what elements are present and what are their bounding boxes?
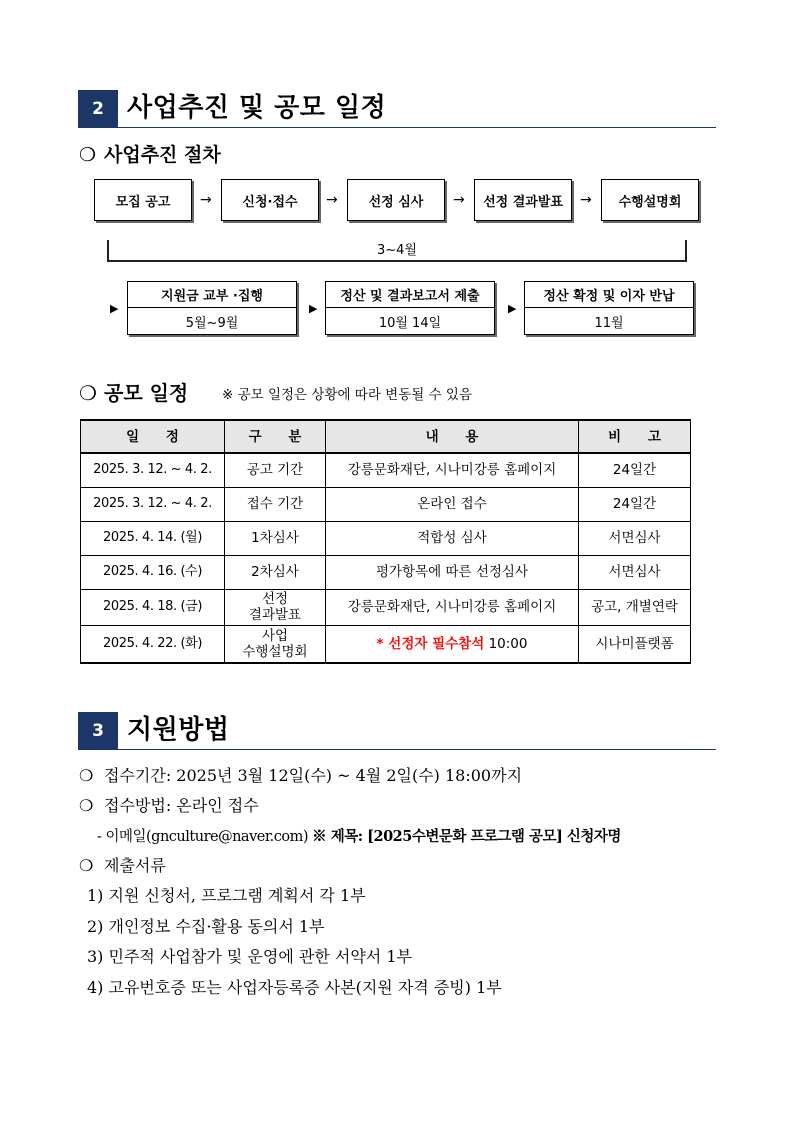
cell-remark: 서면심사 [579,521,691,555]
category-line: 접수 기간 [246,496,304,512]
triangle-right-icon: ▶ [110,302,119,315]
bracket-period-label: 3~4월 [377,243,417,258]
cell-date: 2025. 4. 22. (화) [81,625,225,663]
cell-content: 적합성 심사 [326,521,579,555]
step-application: 신청·접수 [221,179,319,221]
cell-remark: 24일간 [579,453,691,487]
documents-heading-text: 제출서류 [104,856,166,875]
cell-remark: 24일간 [579,487,691,521]
cell-remark: 공고, 개별연락 [579,589,691,625]
cell-category [225,555,326,589]
cell-category [225,589,326,625]
section-3-number: 3 [78,712,118,750]
section-3-title: 지원방법 [127,715,230,745]
section-3-rule [78,749,716,750]
document-item: 1) 지원 신청서, 프로그램 계획서 각 1부 [87,886,366,905]
application-method [79,795,259,817]
cell-date: 2025. 3. 12. ~ 4. 2. [81,487,225,521]
phase-grant-execution [127,281,297,335]
right-arrow-icon: → [200,192,212,208]
application-period [79,765,522,787]
document-item: 2) 개인정보 수집·활용 동의서 1부 [87,917,325,936]
category-line: 공고 기간 [246,462,304,479]
cell-remark: 서면심사 [579,555,691,589]
document-item: 3) 민주적 사업참가 및 운영에 관한 서약서 1부 [87,947,412,966]
schedule-table [80,419,691,664]
category-line: 1차심사 [251,530,299,546]
right-arrow-icon: → [326,192,338,208]
phase-name: 정산 및 결과보고서 제출 [326,282,494,308]
phase-name: 정산 확정 및 이자 반납 [525,282,693,308]
bracket-left [107,240,109,261]
circle-bullet-icon: ❍ [79,381,97,405]
phase-period: 10월 14일 [378,316,442,331]
table-row [81,625,691,663]
briefing-time: 10:00 [488,635,528,652]
circle-bullet-icon: ❍ [79,766,94,785]
column-header-category: 구 분 [225,420,326,453]
phase-settlement-report [325,281,495,335]
cell-category [225,521,326,555]
cell-category [225,453,326,487]
table-row [81,521,691,555]
phase-settlement-confirm [524,281,694,335]
cell-date: 2025. 4. 16. (수) [81,555,225,589]
step-result-announcement: 선정 결과발표 [474,179,572,221]
step-briefing: 수행설명회 [601,179,699,221]
cell-content: 평가항목에 따른 선정심사 [326,555,579,589]
cell-category [225,625,326,663]
table-row [81,487,691,521]
cell-date: 2025. 4. 18. (금) [81,589,225,625]
email-instruction [97,826,621,848]
email-address-text: - 이메일(gnculture@naver.com) [97,829,309,845]
right-arrow-icon: → [453,192,465,208]
category-line: 사업 [261,627,289,644]
cell-content: 온라인 접수 [326,487,579,521]
table-row [81,453,691,487]
schedule-note: ※ 공모 일정은 상황에 따라 변동될 수 있음 [222,387,473,403]
triangle-right-icon: ▶ [508,302,517,315]
category-line: 선정 [261,591,289,607]
circle-bullet-icon: ❍ [79,144,97,166]
cell-remark: 시나미플랫폼 [579,625,691,663]
category-line: 결과발표 [248,607,302,623]
phase-period: 11월 [594,316,624,331]
category-line: 2차심사 [251,564,299,580]
schedule-heading-text: 공모 일정 [104,381,189,405]
circle-bullet-icon: ❍ [79,796,94,815]
table-header-row [81,420,691,453]
cell-content: 강릉문화재단, 시나미강릉 홈페이지 [326,589,579,625]
bracket-right [685,240,687,261]
process-heading-text: 사업추진 절차 [104,144,221,166]
process-heading [79,143,221,167]
application-period-text: 접수기간: 2025년 3월 12일(수) ~ 4월 2일(수) 18:00까지 [104,766,523,785]
table-row [81,589,691,625]
column-header-remark: 비 고 [579,420,691,453]
circle-bullet-icon: ❍ [79,856,94,875]
document-item: 4) 고유번호증 또는 사업자등록증 사본(지원 자격 증빙) 1부 [87,978,502,997]
application-method-text: 접수방법: 온라인 접수 [104,796,259,815]
email-subject-format: ※ 제목: [2025수변문화 프로그램 공모] 신청자명 [312,828,621,845]
cell-category [225,487,326,521]
schedule-heading [79,381,188,405]
cell-date: 2025. 4. 14. (월) [81,521,225,555]
column-header-date: 일 정 [81,420,225,453]
phase-period: 5월~9월 [185,316,239,331]
cell-content: 강릉문화재단, 시나미강릉 홈페이지 [326,453,579,487]
section-2-number: 2 [78,90,118,128]
step-recruit-notice: 모집 공고 [94,179,192,221]
phase-name: 지원금 교부 ·집행 [128,282,296,308]
cell-date: 2025. 3. 12. ~ 4. 2. [81,453,225,487]
column-header-content: 내 용 [326,420,579,453]
step-review: 선정 심사 [347,179,445,221]
documents-heading [79,855,166,877]
table-row [81,555,691,589]
section-2-rule [78,127,716,128]
mandatory-attendance-note: * 선정자 필수참석 [376,635,485,652]
section-2-title: 사업추진 및 공모 일정 [127,93,387,123]
triangle-right-icon: ▶ [309,302,318,315]
cell-content [326,625,579,663]
right-arrow-icon: → [580,192,592,208]
category-line: 수행설명회 [242,643,308,660]
bracket-bottom [107,260,687,262]
